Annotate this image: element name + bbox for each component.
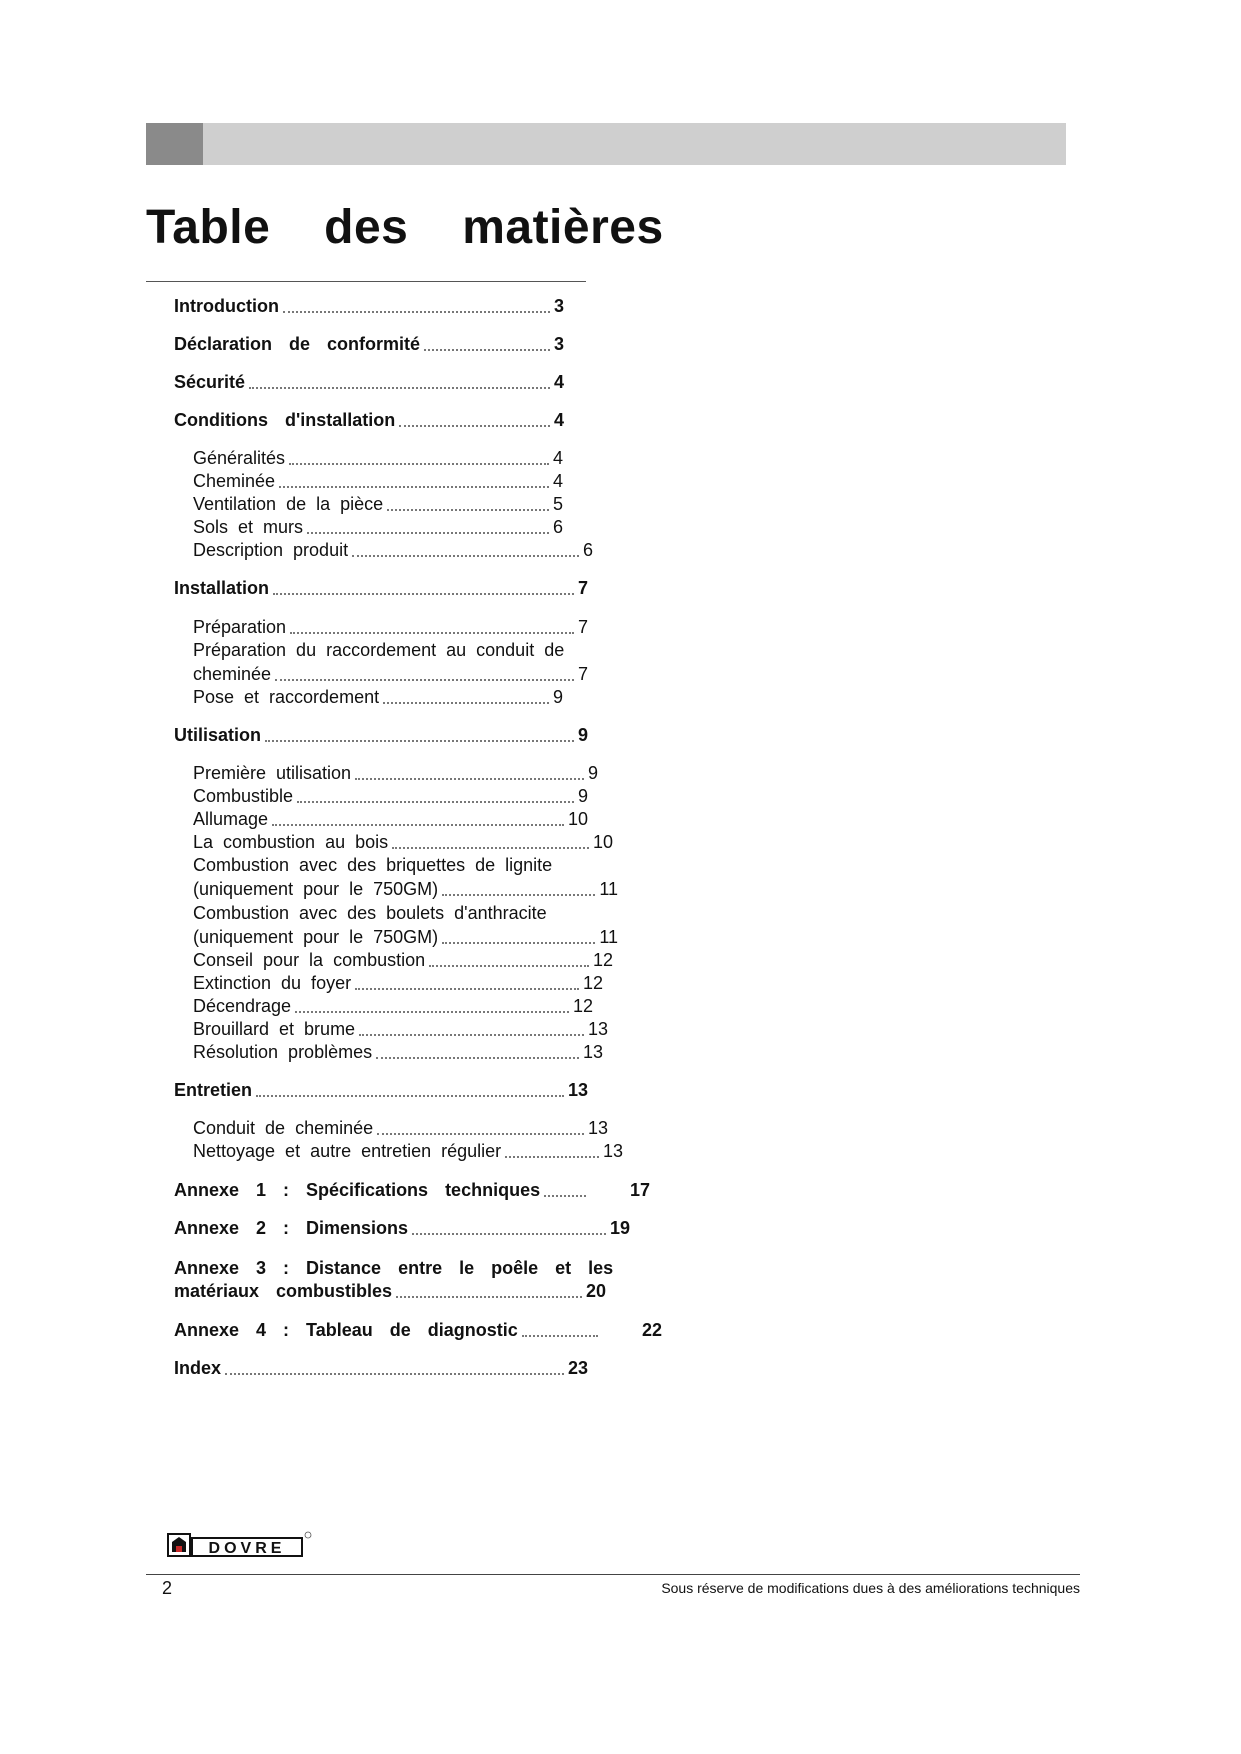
header-tab	[146, 123, 203, 165]
toc-entry[interactable]	[193, 831, 613, 853]
toc-entry-title: Extinction du foyer	[193, 973, 352, 993]
toc-entry-page: 3	[553, 296, 564, 316]
toc-entry[interactable]	[193, 1117, 608, 1139]
footer-rule	[146, 1574, 1080, 1575]
toc-leader-dots	[392, 846, 589, 849]
toc-leader-dots	[283, 310, 550, 313]
toc-entry-page: 20	[585, 1281, 606, 1301]
toc-entry-page: 9	[552, 687, 563, 707]
toc-entry-page: 12	[592, 950, 613, 970]
logo-text: DOVRE	[208, 1540, 286, 1557]
toc-entry-page: 13	[602, 1141, 623, 1161]
toc-entry[interactable]	[193, 686, 563, 708]
toc-entry-title: La combustion au bois	[193, 832, 389, 852]
toc-entry[interactable]	[174, 1217, 630, 1239]
toc-entry[interactable]	[193, 493, 563, 515]
toc-entry-page: 7	[577, 617, 588, 637]
toc-entry-title: Pose et raccordement	[193, 687, 380, 707]
header-bar	[146, 123, 1066, 165]
toc-entry-page: 7	[577, 578, 588, 598]
toc-entry-page: 12	[572, 996, 593, 1016]
toc-entry[interactable]	[193, 808, 588, 830]
toc-leader-dots	[399, 424, 550, 427]
toc-entry[interactable]	[174, 1357, 588, 1379]
toc-entry-title: Installation	[174, 578, 270, 598]
toc-entry-title: Brouillard et brume	[193, 1019, 356, 1039]
toc-entry-title: Préparation	[193, 617, 287, 637]
footer-note: Sous réserve de modifications dues à des améliorations techniques	[661, 1580, 1080, 1596]
toc-leader-dots	[355, 987, 579, 990]
toc-leader-dots	[355, 777, 584, 780]
toc-entry-title: Conseil pour la combustion	[193, 950, 426, 970]
toc-entry[interactable]	[174, 371, 564, 393]
toc-entry-page: 9	[587, 763, 598, 783]
toc-entry[interactable]	[193, 1018, 608, 1040]
toc-leader-dots	[387, 508, 549, 511]
toc-entry[interactable]	[174, 1257, 650, 1279]
toc-entry-page: 5	[552, 494, 563, 514]
toc-entry-page: 12	[582, 973, 603, 993]
toc-entry-page: 13	[587, 1118, 608, 1138]
page-number: 2	[162, 1578, 173, 1598]
toc-entry-title: Décendrage	[193, 996, 292, 1016]
toc-entry-page: 11	[599, 879, 618, 899]
toc-entry[interactable]	[193, 949, 613, 971]
toc-leader-dots	[396, 1295, 582, 1298]
toc-entry-title: Conduit de cheminée	[193, 1118, 374, 1138]
toc-leader-dots	[256, 1094, 564, 1097]
dovre-logo	[166, 1530, 316, 1558]
toc-entry-title: Introduction	[174, 296, 279, 316]
toc-leader-dots	[522, 1334, 598, 1337]
toc-entry-title: matériaux combustibles	[174, 1281, 393, 1301]
toc-leader-dots	[272, 823, 564, 826]
toc-entry-title: cheminée	[193, 664, 272, 684]
toc-entry[interactable]	[174, 409, 564, 431]
toc-entry-page: 4	[552, 471, 563, 491]
toc-entry-page: 13	[567, 1080, 588, 1100]
toc-entry-page: 23	[567, 1358, 588, 1378]
toc-entry[interactable]	[193, 1041, 603, 1063]
toc-entry-title: Conditions d'installation	[174, 410, 396, 430]
toc-entry[interactable]	[193, 663, 588, 685]
toc-entry-page: 7	[577, 664, 588, 684]
toc-entry[interactable]	[174, 295, 564, 317]
toc-entry-page: 3	[553, 334, 564, 354]
toc-leader-dots	[429, 964, 589, 967]
toc-entry-title: Annexe 4 : Tableau de diagnostic	[174, 1320, 518, 1340]
toc-entry-title: Annexe 2 : Dimensions	[174, 1218, 409, 1238]
toc-leader-dots	[544, 1194, 586, 1197]
toc-leader-dots	[377, 1132, 584, 1135]
toc-leader-dots	[275, 678, 574, 681]
toc-entry[interactable]	[193, 639, 588, 661]
toc-entry-title: Sols et murs	[193, 517, 304, 537]
toc-entry[interactable]	[174, 1319, 662, 1341]
toc-leader-dots	[442, 941, 595, 944]
toc-entry[interactable]	[193, 762, 598, 784]
toc-entry-title: Utilisation	[174, 725, 262, 745]
toc-leader-dots	[352, 554, 579, 557]
toc-entry-page: 4	[553, 372, 564, 392]
toc-entry-title: Généralités	[193, 448, 286, 468]
toc-entry-page: 10	[567, 809, 588, 829]
toc-entry[interactable]	[193, 972, 603, 994]
toc-entry[interactable]	[193, 447, 563, 469]
toc-entry-page: 22	[641, 1320, 662, 1340]
toc-entry-page: 13	[587, 1019, 608, 1039]
toc-leader-dots	[383, 701, 549, 704]
toc-entry[interactable]	[193, 995, 593, 1017]
toc-entry[interactable]	[174, 724, 588, 746]
toc-leader-dots	[265, 739, 574, 742]
toc-entry[interactable]	[193, 516, 563, 538]
toc-entry[interactable]	[193, 878, 618, 900]
toc-entry-page: 4	[552, 448, 563, 468]
toc-entry-title: Allumage	[193, 809, 269, 829]
toc-entry[interactable]	[193, 539, 593, 561]
toc-entry-title: Entretien	[174, 1080, 253, 1100]
toc-leader-dots	[279, 485, 549, 488]
toc-entry-title: Nettoyage et autre entretien régulier	[193, 1141, 502, 1161]
toc-entry-page: 19	[609, 1218, 630, 1238]
toc-entry-page: 4	[553, 410, 564, 430]
toc-entry-title: Combustible	[193, 786, 294, 806]
page-title: Table des matières	[146, 201, 664, 254]
toc-entry-title: Combustion avec des briquettes de lignite	[193, 855, 553, 875]
toc-leader-dots	[225, 1372, 564, 1375]
toc-entry-title: (uniquement pour le 750GM)	[193, 927, 439, 947]
toc-entry-page: 6	[552, 517, 563, 537]
toc-entry-title: Description produit	[193, 540, 349, 560]
toc-leader-dots	[289, 462, 549, 465]
toc-leader-dots	[505, 1155, 599, 1158]
toc-entry[interactable]	[193, 616, 588, 638]
toc-entry-title: Sécurité	[174, 372, 246, 392]
toc-entry-title: Déclaration de conformité	[174, 334, 421, 354]
toc-entry[interactable]	[174, 333, 564, 355]
toc-entry-title: (uniquement pour le 750GM)	[193, 879, 439, 899]
toc-entry-page: 13	[582, 1042, 603, 1062]
toc-entry[interactable]	[193, 470, 563, 492]
toc-entry-title: Préparation du raccordement au conduit de	[193, 640, 565, 660]
toc-entry[interactable]	[193, 902, 588, 924]
toc-entry[interactable]	[174, 1079, 588, 1101]
toc-entry-page: 17	[629, 1180, 650, 1200]
toc-entry-title: Cheminée	[193, 471, 276, 491]
toc-entry[interactable]	[174, 1280, 606, 1302]
toc-entry-title: Résolution problèmes	[193, 1042, 373, 1062]
toc-entry-page: 11	[599, 927, 618, 947]
toc-entry-title: Annexe 3 : Distance entre le poêle et les	[174, 1258, 614, 1278]
toc-entry-page: 9	[577, 725, 588, 745]
toc-entry-page: 6	[582, 540, 593, 560]
toc-leader-dots	[359, 1033, 584, 1036]
toc-entry-title: Annexe 1 : Spécifications techniques	[174, 1180, 541, 1200]
toc-entry-page: 9	[577, 786, 588, 806]
toc-leader-dots	[249, 386, 550, 389]
toc-entry[interactable]	[193, 1140, 623, 1162]
toc-leader-dots	[307, 531, 549, 534]
toc-leader-dots	[295, 1010, 569, 1013]
toc-leader-dots	[297, 800, 574, 803]
toc-leader-dots	[424, 348, 550, 351]
toc-leader-dots	[412, 1232, 606, 1235]
toc-leader-dots	[442, 893, 595, 896]
toc-entry[interactable]	[193, 854, 588, 876]
toc-entry[interactable]	[174, 1179, 650, 1201]
toc-leader-dots	[376, 1056, 579, 1059]
toc-entry-title: Index	[174, 1358, 222, 1378]
toc-leader-dots	[273, 592, 574, 595]
toc-leader-dots	[290, 631, 574, 634]
toc-entry[interactable]	[193, 926, 618, 948]
toc-entry[interactable]	[193, 785, 588, 807]
toc-entry[interactable]	[174, 577, 588, 599]
title-rule	[146, 281, 586, 282]
toc-entry-title: Ventilation de la pièce	[193, 494, 384, 514]
toc-entry-title: Combustion avec des boulets d'anthracite	[193, 903, 547, 923]
toc-entry-title: Première utilisation	[193, 763, 352, 783]
toc-entry-page: 10	[592, 832, 613, 852]
